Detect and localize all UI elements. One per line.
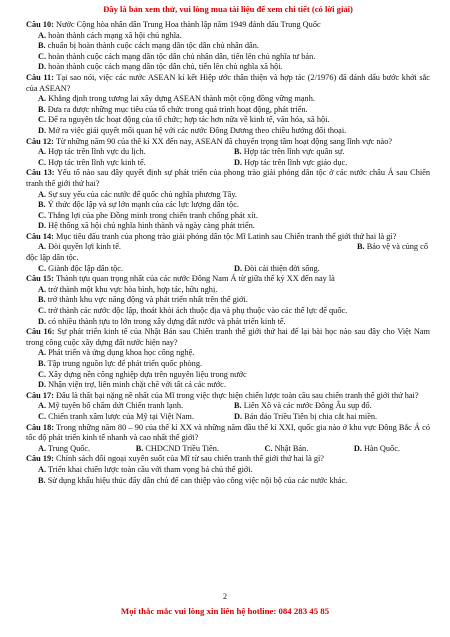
option-row <box>38 412 430 423</box>
option-letter: D. <box>234 263 243 273</box>
option-letter: B. <box>234 401 242 411</box>
question-19 <box>26 454 430 465</box>
question-text: Đâu là thất bại nặng nề nhất của Mĩ trong việc thực hiện chiến lược toàn cầu sau chiến tranh thế giới thứ hai? <box>55 390 419 400</box>
question-text: Nước Cộng hòa nhân dân Trung Hoa thành lập năm 1949 đánh dấu Trung Quốc <box>55 20 321 29</box>
option-text: Hợp tác trên lĩnh vực du lịch. <box>48 147 146 157</box>
question-number: Câu 17: <box>26 390 54 400</box>
option-letter: B. <box>38 475 46 485</box>
option-text: Chiến tranh xâm lược của Mỹ tại Việt Nam. <box>48 411 194 421</box>
option-text: Hợp tác trên lĩnh vực quân sự. <box>243 147 345 157</box>
option-letter: A. <box>38 242 47 252</box>
option <box>38 295 430 306</box>
option-letter: A. <box>38 284 47 294</box>
option-text: Bán đảo Triều Tiên bị chia cắt hai miền. <box>244 411 378 421</box>
question-11 <box>26 73 430 94</box>
option <box>234 264 430 275</box>
option <box>136 444 219 455</box>
question-text: Tại sao nói, việc các nước ASEAN kí kết Hiệp ước thân thiện và hợp tác (2/1976) đã đánh dấu bước khởi sắc của ASEAN? <box>26 72 430 93</box>
option-text: Tập trung nguồn lực để phát triển quốc phòng. <box>47 359 203 368</box>
option <box>234 412 430 423</box>
option <box>38 412 234 423</box>
option-text: Nhận viện trợ, liên minh chặt chẽ với tất cả các nước. <box>48 380 226 390</box>
option <box>233 242 430 253</box>
question-text: Mục tiêu đấu tranh của phong trào giải phóng dân tộc Mĩ Latinh sau Chiến tranh thế giới thứ hai là gì? <box>55 231 397 241</box>
option-letter: A. <box>38 464 47 474</box>
option <box>38 31 430 42</box>
option <box>38 105 430 116</box>
question-14 <box>26 232 430 243</box>
question-number: Câu 18: <box>26 422 54 432</box>
option-text: Hệ thống xã hội chủ nghĩa hình thành và ngày càng phát triển. <box>48 221 255 231</box>
option-letter: C. <box>38 369 47 379</box>
preview-banner: Đây là bản xem thử, vui lòng mua tài liệu để xem chi tiết (có lời giải) <box>103 4 353 14</box>
option-text: hoàn thành cuộc cách mạng dân tộc dân chủ, tiến lên chủ nghĩa xã hội. <box>48 62 283 72</box>
option <box>38 147 234 158</box>
option-letter: D. <box>38 62 47 72</box>
option-text: hoàn thành cách mạng xã hội chủ nghĩa. <box>48 30 182 40</box>
option-text: trở thành các nước độc lập, thoát khỏi ách thuộc địa và phụ thuộc vào các thế lực đế quốc. <box>48 306 348 316</box>
option-text: Ý thức độc lập và sự lớn mạnh của các lực lượng dân tộc. <box>47 200 239 210</box>
option-text: trở thành khu vực năng động và phát triển nhất trên thế giới. <box>47 295 248 305</box>
option <box>38 380 430 391</box>
option-text: Mỹ tuyên bố chấm dứt Chiến tranh lạnh. <box>48 401 184 411</box>
question-text: Chính sách đối ngoại xuyên suốt của Mĩ từ sau chiến tranh thế giới thứ hai là gì? <box>55 454 324 464</box>
question-text: Trong những năm 80 – 90 của thế kỉ XX và những năm đầu thế kỉ XXI, quốc gia nào ở khu vực Đông Bắc Á có tốc độ phát triển kinh tế nhanh và cao nhất thế giới? <box>26 422 430 443</box>
option-letter: B. <box>38 104 46 114</box>
question-10 <box>26 20 430 31</box>
option-text: Hàn Quốc. <box>364 443 400 453</box>
option <box>38 52 430 63</box>
option <box>234 147 430 158</box>
option-text: Hợp tác trên lĩnh vực giáo dục. <box>244 157 348 167</box>
option <box>38 401 234 412</box>
option-letter: B. <box>38 41 46 51</box>
option-letter: D. <box>353 443 362 453</box>
option-letter: C. <box>38 157 47 167</box>
question-15 <box>26 274 430 285</box>
option-letter: A. <box>38 348 47 358</box>
question-number: Câu 16: <box>26 327 55 337</box>
option-text: Để ra nguyên tắc hoạt động của tổ chức; hợp tác hơn nữa về kinh tế, văn hóa, xã hội. <box>48 115 330 125</box>
option-letter: C. <box>38 411 47 421</box>
option-text: Đưa ra được những mục tiêu của tổ chức trong quá trình hoạt động, phát triển. <box>47 104 308 114</box>
option-text: Bảo vệ và củng cố <box>366 242 428 252</box>
question-number: Câu 13: <box>26 168 55 178</box>
option-row <box>38 444 430 455</box>
option-text: Hợp tác trên lĩnh vực kinh tế. <box>48 157 146 167</box>
option-letter: C. <box>38 115 47 125</box>
option <box>38 348 430 359</box>
option-text: Sự suy yếu của các nước đế quốc chủ nghĩa phương Tây. <box>48 189 237 199</box>
option-text: hoàn thành cuộc cách mạng dân tộc dân chủ nhân dân, tiến lên chủ nghĩa tư bản. <box>48 51 316 61</box>
option <box>38 264 234 275</box>
option <box>38 444 90 455</box>
option-letter: B. <box>38 295 46 305</box>
option-continuation: độc lập dân tộc. <box>26 253 79 263</box>
option-text: Đòi cải thiện đời sống. <box>244 263 320 273</box>
option-text: Liên Xô và các nước Đông Âu sụp đổ. <box>243 401 372 411</box>
option-letter: D. <box>38 380 47 390</box>
option-text: Xây dựng nền công nghiệp dựa trên nguyên liệu trong nước <box>48 369 247 379</box>
option <box>38 370 430 381</box>
option <box>38 200 430 211</box>
option <box>38 62 430 73</box>
question-18 <box>26 423 430 444</box>
question-13 <box>26 168 430 189</box>
option-text: Phát triển và ứng dụng khoa học công nghệ. <box>48 348 195 358</box>
option-row <box>38 264 430 275</box>
option-row <box>38 242 430 253</box>
option <box>38 359 430 370</box>
option-letter: C. <box>38 263 47 273</box>
option-text: Trung Quốc. <box>48 443 91 453</box>
question-16 <box>26 327 430 348</box>
option-text: Giành độc lập dân tộc. <box>48 263 124 273</box>
question-number: Câu 15: <box>26 274 54 284</box>
option <box>38 158 234 169</box>
option-letter: A. <box>38 189 47 199</box>
option <box>234 401 430 412</box>
option <box>234 158 430 169</box>
question-17 <box>26 391 430 402</box>
option <box>38 221 430 232</box>
option-letter: A. <box>38 443 47 453</box>
option <box>38 41 430 52</box>
option-text: Đòi quyền lợi kinh tế. <box>48 242 121 252</box>
option-letter: B. <box>234 147 242 157</box>
hotline-footer: Mọi thắc mắc vui lòng xin liên hệ hotline: 084 283 45 85 <box>120 606 330 616</box>
option-text: Thắng lợi của phe Đồng minh trong chiến tranh chống phát xít. <box>48 210 258 220</box>
option <box>38 126 430 137</box>
option-text: CHDCND Triều Tiên. <box>145 443 219 453</box>
option-letter: D. <box>234 157 243 167</box>
question-12 <box>26 137 430 148</box>
option <box>38 317 430 328</box>
option-text: Mở ra việc giải quyết mối quan hệ với các nước Đông Dương theo chiều hướng đối thoại. <box>48 125 347 135</box>
option <box>38 211 430 222</box>
option-letter: D. <box>38 316 47 326</box>
option-letter: D. <box>234 411 243 421</box>
option-text: chuẩn bị hoàn thành cuộc cách mạng dân tộc dân chủ nhân dân. <box>47 41 259 51</box>
question-text: Thành tựu quan trọng nhất của các nước Đông Nam Á từ giữa thế kỷ XX đến nay là <box>55 274 335 284</box>
option-text: Sử dụng khẩu hiệu thúc đẩy dân chủ để can thiệp vào công việc nội bộ của các nước khác. <box>47 475 348 485</box>
question-text: Sự phát triển kinh tế của Nhật Bản sau Chiến tranh thế giới thứ hai để lại bài học nào sau đây cho Việt Nam trong công cuộc xây dựng đất nước hiện nay? <box>26 327 430 347</box>
option-letter: A. <box>38 401 47 411</box>
question-number: Câu 14: <box>26 231 54 241</box>
option-letter: C. <box>38 210 47 220</box>
option-letter: A. <box>38 94 47 104</box>
option-text: Triển khai chiến lược toàn cầu với tham vọng bá chủ thế giới. <box>48 464 253 474</box>
question-number: Câu 19: <box>26 454 54 464</box>
option-letter: D. <box>38 125 47 135</box>
option-letter: D. <box>38 221 47 231</box>
option <box>38 190 430 201</box>
option-text: Nhật Bản. <box>274 443 309 453</box>
option <box>38 285 430 296</box>
question-number: Câu 10: <box>26 20 54 29</box>
question-number: Câu 12: <box>26 136 54 146</box>
option <box>38 94 430 105</box>
option-letter: C. <box>264 443 273 453</box>
option <box>354 444 400 455</box>
question-number: Câu 11: <box>26 72 54 82</box>
option-text: có nhiều thành tựu to lớn trong xây dựng đất nước và phát triển kinh tế. <box>48 316 286 326</box>
page-number: 2 <box>223 592 227 601</box>
option-letter: A. <box>38 30 47 40</box>
option <box>38 465 430 476</box>
option-row <box>38 147 430 158</box>
option-letter: C. <box>38 51 47 61</box>
option <box>38 476 430 487</box>
question-text: Từ những năm 90 của thế kỉ XX đến nay, ASEAN đã chuyển trọng tâm hoạt động sang lĩnh vực nào? <box>55 136 393 146</box>
option-letter: C. <box>38 306 47 316</box>
option <box>264 444 308 455</box>
option <box>38 306 430 317</box>
option <box>38 115 430 126</box>
question-text: Yếu tố nào sau đây quyết định sự phát triển của phong trào giải phóng dân tộc ở các nước châu Á sau Chiến tranh thế giới thứ hai? <box>26 168 430 188</box>
option-row <box>38 401 430 412</box>
option-letter: B. <box>135 443 144 453</box>
option <box>38 242 233 253</box>
option-letter: A. <box>38 147 47 157</box>
option-text: trở thành một khu vực hòa bình, hợp tác, hữu nghị. <box>48 284 218 294</box>
option-row <box>38 158 430 169</box>
option-letter: B. <box>38 200 46 210</box>
option-letter: B. <box>38 359 46 368</box>
option-text: Khẳng định trong tương lai xây dựng ASEAN thành một cộng đồng vững mạnh. <box>48 94 315 104</box>
option-letter: B. <box>357 242 365 252</box>
